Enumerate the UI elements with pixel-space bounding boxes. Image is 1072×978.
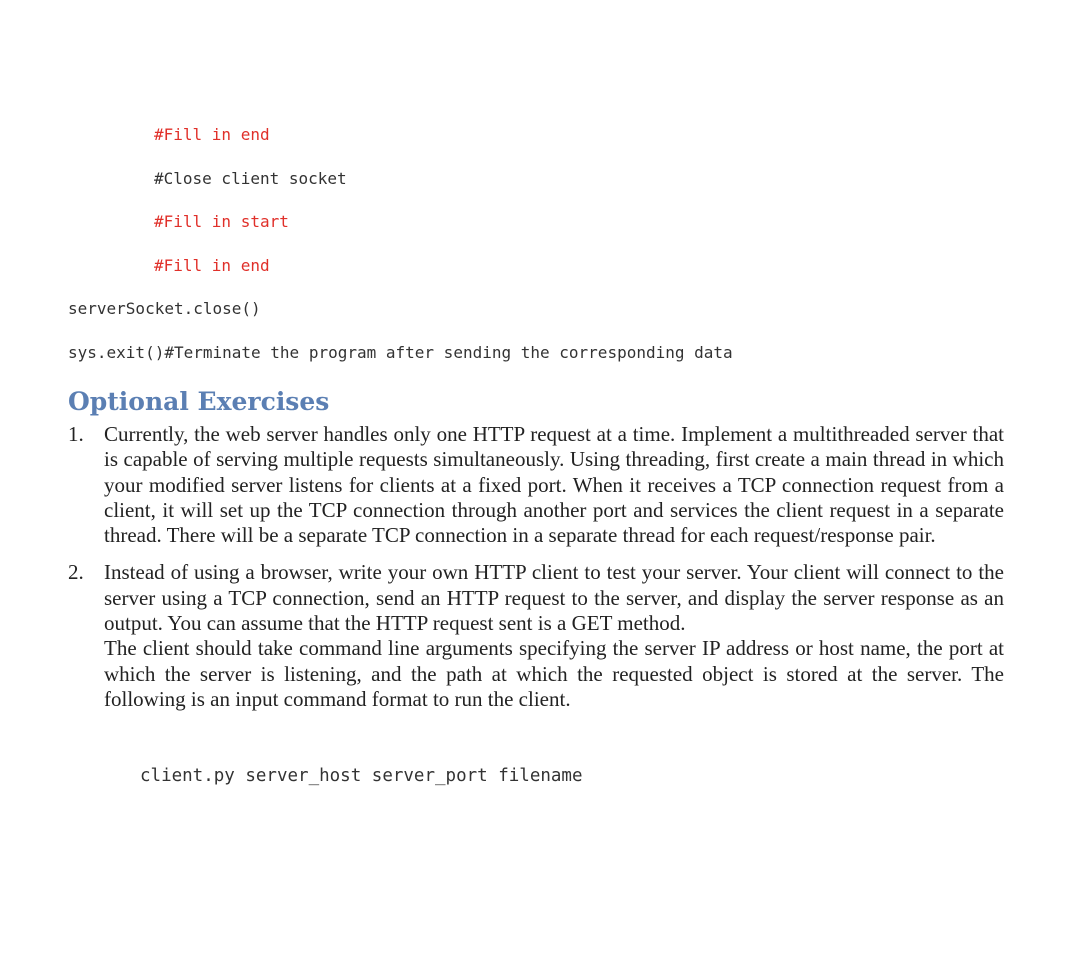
list-item-text-continued: The client should take command line arguments specifying the server IP address or host name, the port at which the server is listening, and the path at which the requested object is stored at the server. The following is an input command format to run the client. xyxy=(104,636,1004,711)
list-item-text: Currently, the web server handles only one HTTP request at a time. Implement a multithreaded server that is capable of serving multiple requests simultaneously. Using threading, first create a main thread in which your modified server listens for clients at a fixed port. When it receives a TCP connection request from a client, it will set up the TCP connection through another port and services the client request in a separate thread. There will be a separate TCP connection in a separate thread for each request/response pair. xyxy=(104,422,1004,548)
list-item-number: 1. xyxy=(68,422,84,446)
list-item-number: 2. xyxy=(68,560,84,585)
code-sys-exit: sys.exit()#Terminate the program after sending the corresponding data xyxy=(68,343,733,362)
code-server-socket-close: serverSocket.close() xyxy=(68,299,261,318)
exercise-list xyxy=(68,422,1004,712)
code-comment-fill-in-start: #Fill in start xyxy=(154,212,289,231)
section-heading: Optional Exercises xyxy=(68,387,330,416)
code-comment-fill-in-end: #Fill in end xyxy=(154,125,270,144)
list-item xyxy=(68,560,1004,712)
code-comment-close-client-socket: #Close client socket xyxy=(154,169,347,188)
list-item-text: Instead of using a browser, write your own HTTP client to test your server. Your client will connect to the server using a TCP connection, send an HTTP request to the server, and display the server response as an output. You can assume that the HTTP request sent is a GET method. xyxy=(104,560,1004,636)
code-comment-fill-in-end-2: #Fill in end xyxy=(154,256,270,275)
client-command: client.py server_host server_port filename xyxy=(140,766,583,786)
list-item xyxy=(68,422,1004,548)
